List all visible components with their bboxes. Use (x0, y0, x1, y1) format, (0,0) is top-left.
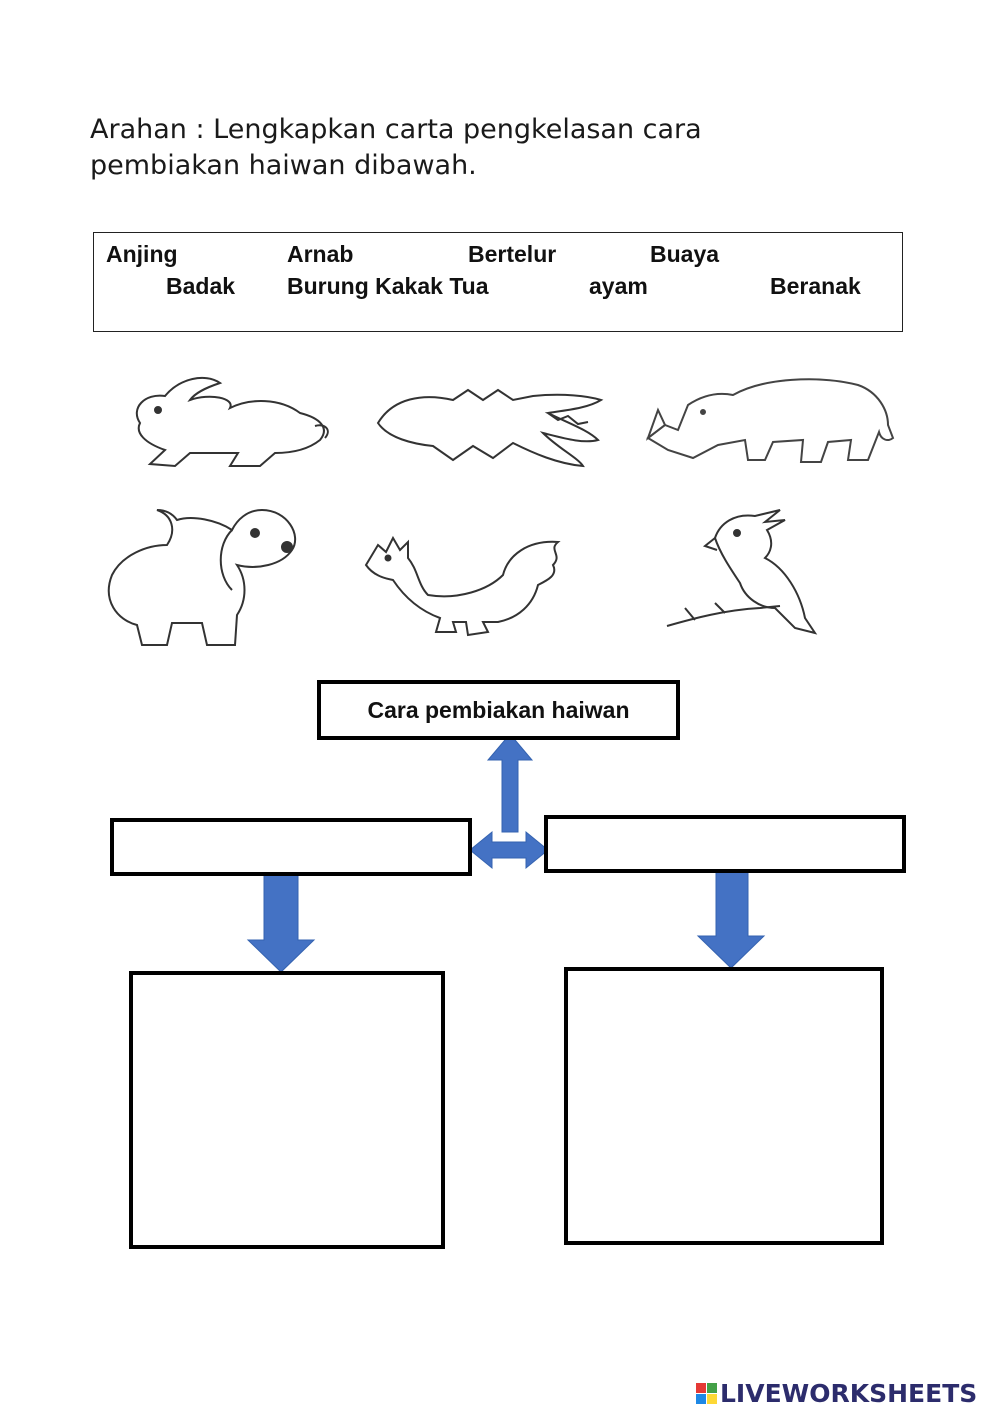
word-buaya[interactable]: Buaya (650, 241, 720, 267)
word-anjing[interactable]: Anjing (106, 241, 178, 267)
instruction-line-1: Arahan : Lengkapkan carta pengkelasan cara (90, 114, 702, 145)
up-arrow (488, 734, 532, 832)
right-answer-box[interactable] (564, 967, 884, 1245)
left-answer-box[interactable] (129, 971, 445, 1249)
right-down-arrow (698, 871, 764, 968)
liveworksheets-logo-icon (696, 1383, 717, 1404)
word-bertelur[interactable]: Bertelur (468, 241, 557, 267)
right-category-box[interactable] (544, 815, 906, 873)
left-down-arrow (248, 875, 314, 972)
brand-text: LIVEWORKSHEETS (720, 1379, 978, 1408)
instruction-line-2: pembiakan haiwan dibawah. (90, 150, 477, 181)
root-box (317, 680, 680, 740)
word-burung-kakak-tua[interactable]: Burung Kakak Tua (287, 273, 489, 299)
word-ayam[interactable]: ayam (589, 273, 648, 299)
word-beranak[interactable]: Beranak (770, 273, 861, 299)
horizontal-double-arrow (470, 832, 548, 868)
word-arnab[interactable]: Arnab (287, 241, 354, 267)
root-label: Cara pembiakan haiwan (367, 696, 630, 723)
word-badak[interactable]: Badak (166, 273, 236, 299)
liveworksheets-brand (696, 1379, 977, 1408)
left-category-box[interactable] (110, 818, 472, 876)
